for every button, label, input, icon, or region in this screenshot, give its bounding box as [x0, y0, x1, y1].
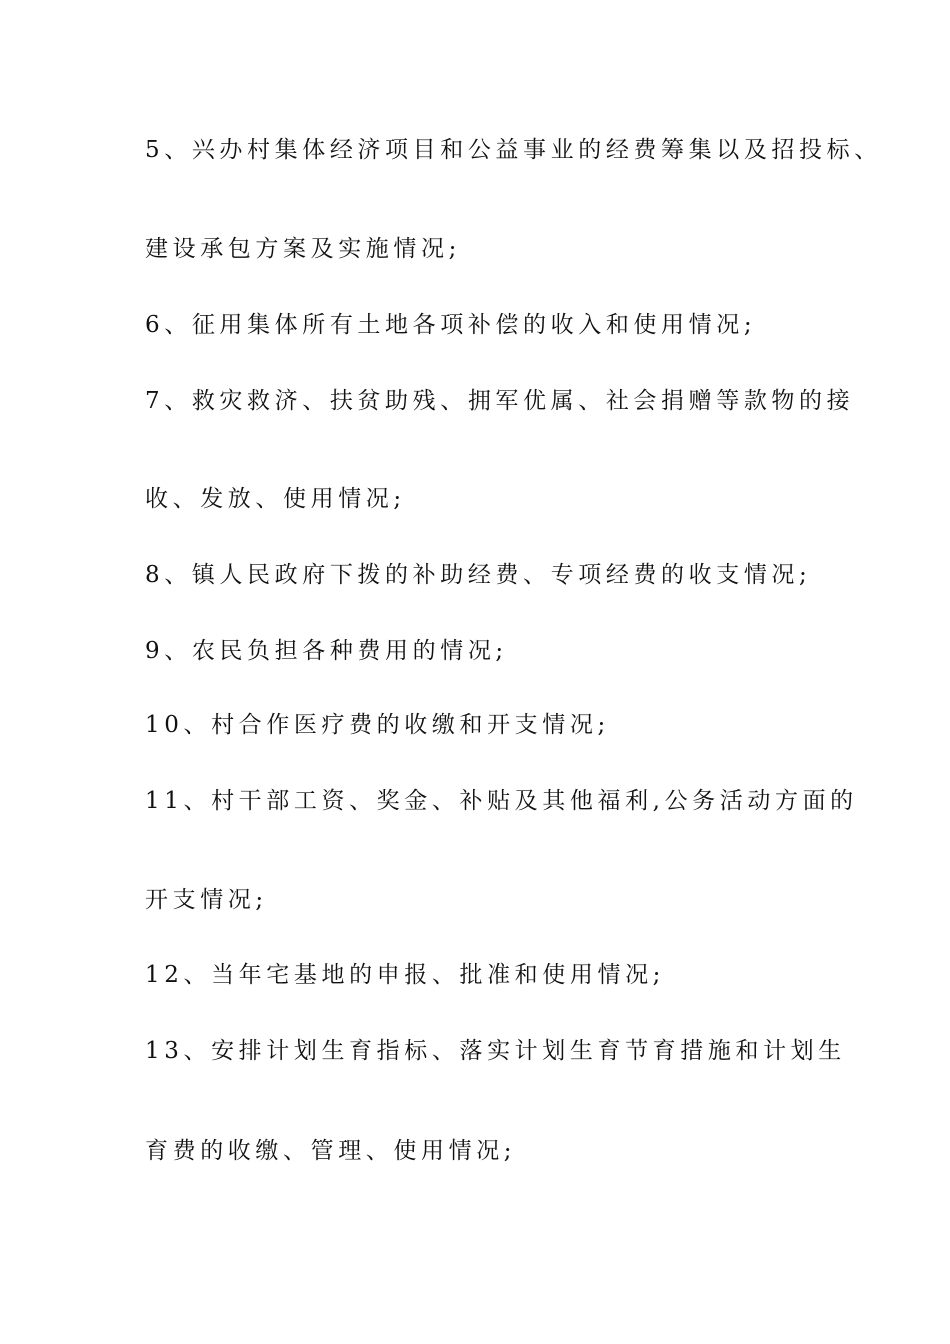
- text-line-item-11: 11、村干部工资、奖金、补贴及其他福利,公务活动方面的: [145, 788, 858, 814]
- text-line-item-5: 5、兴办村集体经济项目和公益事业的经费筹集以及招投标、: [145, 137, 882, 163]
- text-line-item-13: 13、安排计划生育指标、落实计划生育节育措施和计划生: [145, 1038, 846, 1064]
- text-line-item-5-cont: 建设承包方案及实施情况;: [145, 236, 461, 262]
- text-line-item-13-cont: 育费的收缴、管理、使用情况;: [145, 1138, 517, 1164]
- text-line-item-7: 7、救灾救济、扶贫助残、拥军优属、社会捐赠等款物的接: [145, 388, 855, 414]
- text-line-item-8: 8、镇人民政府下拨的补助经费、专项经费的收支情况;: [145, 562, 812, 588]
- text-line-item-9: 9、农民负担各种费用的情况;: [145, 638, 508, 664]
- text-line-item-10: 10、村合作医疗费的收缴和开支情况;: [145, 712, 610, 738]
- text-line-item-11-cont: 开支情况;: [145, 887, 268, 913]
- text-line-item-7-cont: 收、发放、使用情况;: [145, 486, 406, 512]
- text-line-item-12: 12、当年宅基地的申报、批准和使用情况;: [145, 962, 666, 988]
- text-line-item-6: 6、征用集体所有土地各项补偿的收入和使用情况;: [145, 312, 757, 338]
